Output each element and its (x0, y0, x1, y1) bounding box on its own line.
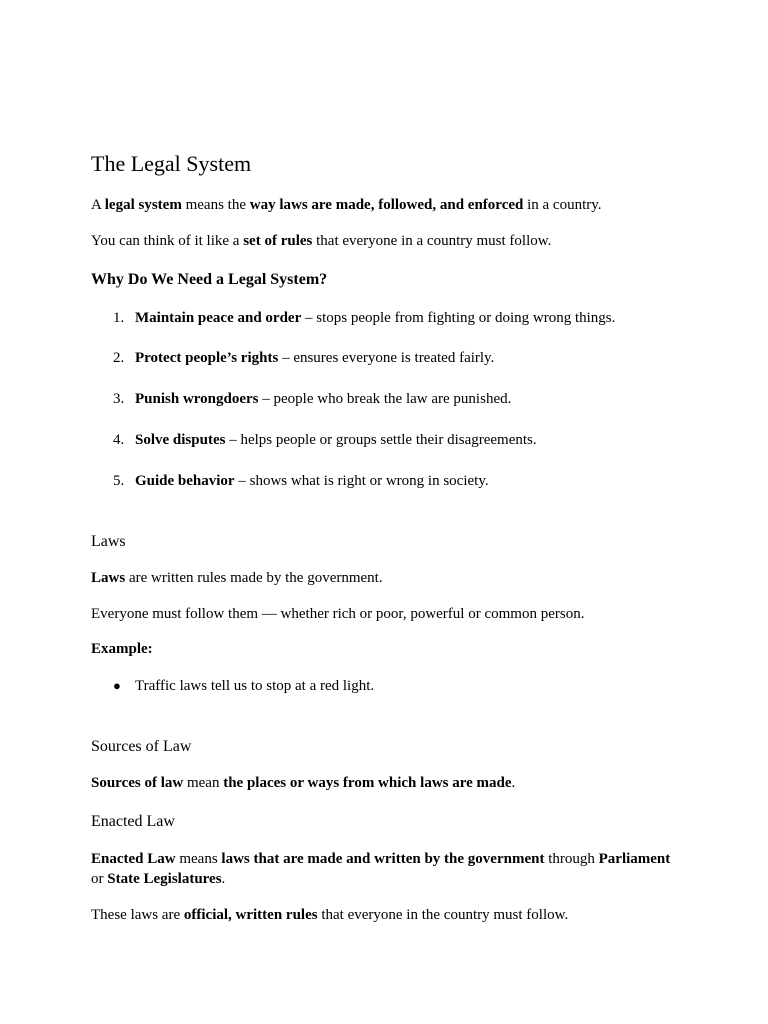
enacted-paragraph-1: Enacted Law means laws that are made and written by the government through Parliament or State Legislatures. (91, 851, 671, 887)
sources-heading: Sources of Law (91, 738, 192, 755)
laws-paragraph-1: Laws are written rules made by the government. (91, 570, 383, 586)
sources-paragraph: Sources of law mean the places or ways from which laws are made. (91, 775, 516, 791)
why-heading: Why Do We Need a Legal System? (91, 271, 328, 288)
document-page: The Legal System A legal system means the way laws are made, followed, and enforced in a country. You can think of it like a set of rules that everyone in a country must follow. Why Do We Need a Legal System? 1. Maintain peace and order – stops people from fighting or doing wrong things. 2. Protect people’s rights – ensures everyone is treated fairly. 3. Punish wrongdoers – people who break the law are punished. 4. Solve disputes – helps people or groups settle their disagreements. 5. Guide behavior – shows what is right or wrong in society. Laws Laws are written rules made by the government. Everyone must follow them — whether rich or poor, powerful or common person. Example: ● Traffic laws tell us to stop at a red light. Sources of Law Sources of law mean the places or ways from which laws are made. Enacted Law Enacted Law means laws that are made and written by the government through Parliament or State Legislatures. These laws are official, written rules that everyone in the country must follow. (0, 0, 768, 1024)
laws-paragraph-2: Everyone must follow them — whether rich or poor, powerful or common person. (91, 606, 585, 622)
enacted-paragraph-2: These laws are official, written rules that everyone in the country must follow. (91, 907, 569, 923)
laws-heading: Laws (91, 533, 126, 550)
intro-paragraph-1: A legal system means the way laws are made, followed, and enforced in a country. (91, 197, 602, 213)
bullet-icon: ● (113, 678, 121, 693)
page-title: The Legal System (91, 151, 252, 176)
intro-paragraph-2: You can think of it like a set of rules that everyone in a country must follow. (91, 233, 552, 249)
example-label: Example: (91, 641, 153, 657)
enacted-heading: Enacted Law (91, 813, 175, 830)
